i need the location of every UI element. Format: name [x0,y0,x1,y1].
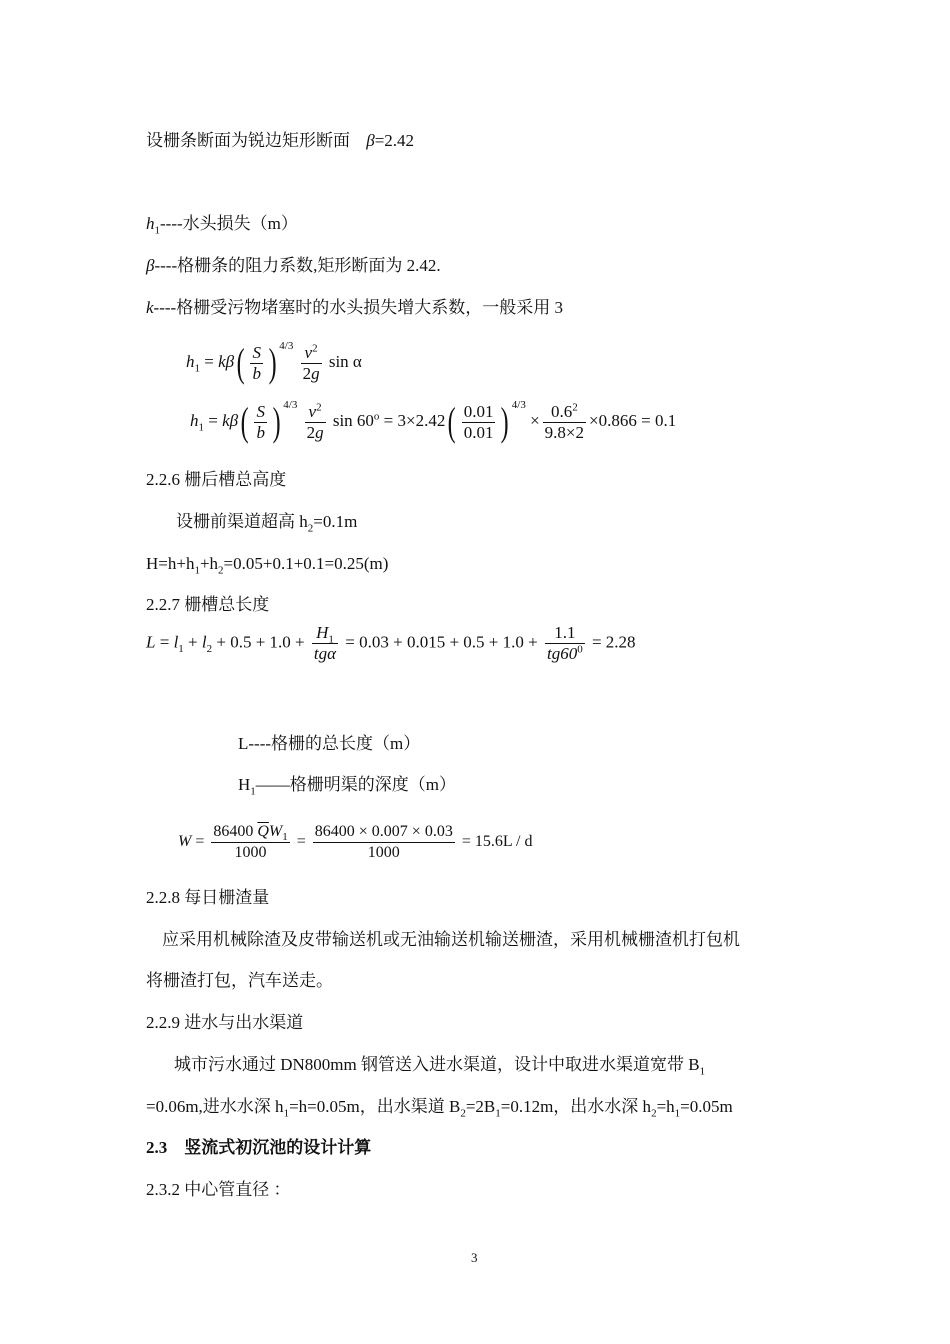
formula-h1-result: ×0.866 = 0.1 [589,411,677,430]
formula-L-mid: = 0.03 + 0.015 + 0.5 + 1.0 + [345,632,538,652]
formula-ratio-den: 0.01 [463,422,494,442]
H-total-line: $H=h+h_1+h_2=0.05+0.1+0.1=0.25(m)$ [146,554,389,577]
formula-W-result: = 15.6L / d [461,833,533,851]
section-2-2-7: 2.2.7 栅槽总长度 [146,595,270,614]
para-2-2-9-line2: =0.06m,进水水深 $h_1=h=0.05m$，出水渠道 $B_2=2B_1=0.12m$，出水水深 $h_2=h_1=0.05m$ [146,1097,733,1120]
h2-line: 设栅前渠道超高 $h_2=0.1m$ [176,512,358,535]
para-2-2-9-line1: 城市污水通过 DN800mm 钢管送入进水渠道，设计中取进水渠道宽带 $B_1$ [174,1055,706,1078]
formula-h1-numeric: $h_1 = k\beta$( $\frac{S}{b}$ ) $^{4/3}$ $\frac{v^2}{2g}$ sin 60$^o$ = 3×2.42( $\frac{0.01}{0.01}$ ) $^{4/3}$ × $\frac{0.6^2}{9.8\times 2}$ ×0.866 = 0.1 [190,399,677,445]
formula-v-den: 9.8×2 [544,422,585,442]
formula-L-num: 1.1 [545,623,585,644]
page-number: 3 [471,1250,478,1265]
formula-v-num: 0.6 [550,401,573,421]
formula-ratio-num: 0.01 [463,401,494,421]
section-2-2-9: 2.2.9 进水与出水渠道 [146,1013,304,1032]
formula-L: $L = l_1 + l_2 + 0.5 + 1.0$ + $\frac{H_1}{\text{tgα}}$ = 0.03 + 0.015 + 0.5 + 1.0 + $\frac{1.1}{tg60^0}$ = 2.28 [146,623,636,663]
h1-desc-text: ----水头损失（m） [160,214,298,233]
h1-definition: $h_1----$水头损失（m） [146,214,298,237]
L-definition: L----格栅的总长度（m） [238,734,421,753]
section-2-2-6: 2.2.6 栅后槽总高度 [146,470,287,489]
beta-setting-value: =2.42 [374,131,415,150]
k-desc-text: ----格栅受污物堵塞时的水头损失增大系数，一般采用 3 [153,298,563,317]
formula-W-den2: 1000 [367,844,400,861]
k-definition: k----格栅受污物堵塞时的水头损失增大系数，一般采用 3 [146,298,563,317]
section-2-3-2: 2.3.2 中心管直径 ： [146,1180,291,1199]
formula-h1-sin: sin α [328,352,362,371]
formula-L-result: = 2.28 [591,632,636,652]
formula-L-den: tg60 [546,644,578,663]
formula-W-num2: 86400 × 0.007 × 0.03 [313,822,455,843]
formula-W: W = $\frac{86400 \overline{Q}W_1}{1000}$ = $\frac{86400 \times 0.007 \times 0.03}{1000}$ = 15.6L / d [178,823,533,861]
beta-desc-text: ----格栅条的阻力系数,矩形断面为 2.42. [154,256,441,275]
para-2-2-8-line1: 应采用机械除渣及皮带输送机或无油输送机输送栅渣，采用机械栅渣机打包机 [162,930,740,949]
formula-W-num1: 86400 [213,823,254,840]
beta-setting-text: 设栅条断面为锐边矩形断面 [146,131,350,150]
beta-setting-line [146,130,414,152]
formula-W-den1: 1000 [234,844,267,861]
H1-definition: $H_1——$格栅明渠的深度（m） [238,775,457,798]
section-2-2-8: 2.2.8 每日栅渣量 [146,888,270,907]
beta-symbol: β [366,131,375,150]
para-2-2-8-line2: 将栅渣打包，汽车送走。 [146,971,333,990]
section-2-3-heading: 2.3 竖流式初沉池的设计计算 [146,1138,372,1157]
beta-definition: β----格栅条的阻力系数,矩形断面为 2.42. [146,256,441,275]
formula-h1-general: $h_1 = k\beta$( $\frac{S}{b}$ ) $^{4/3}$ $\frac{v^2}{2g}$ sin α [186,340,362,386]
formula-h1-coef: = 3×2.42 [383,411,446,430]
